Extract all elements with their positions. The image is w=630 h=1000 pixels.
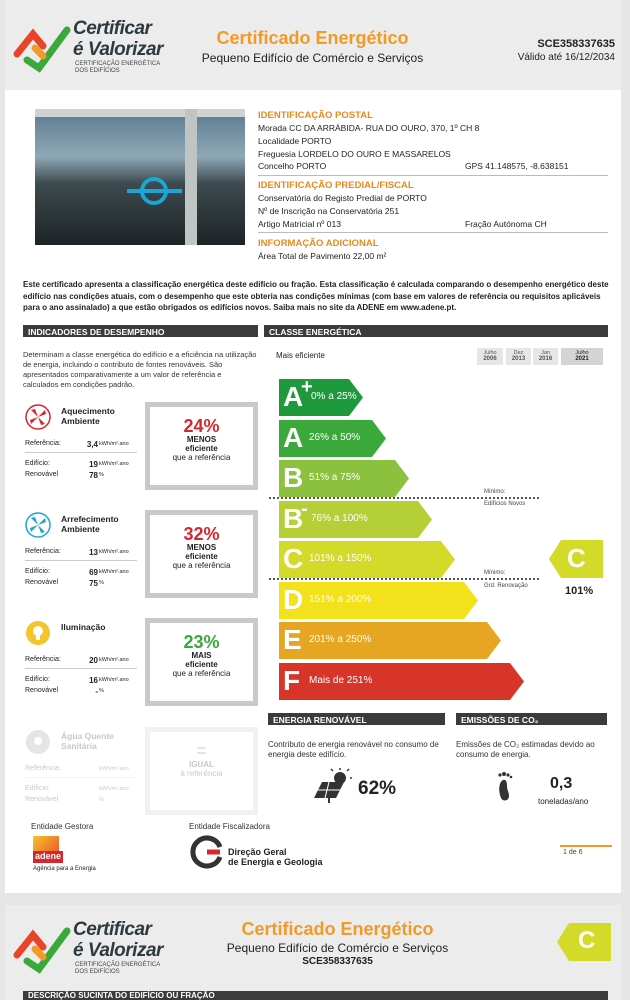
min-renov-label-1: Mínimo: <box>484 570 506 576</box>
class-arrow-1 <box>279 376 367 416</box>
indicator-percent: 23% <box>183 632 220 652</box>
adene-logo-text: adene <box>35 851 62 861</box>
indicator-edif-row: Edifício: 16 kWh/m².ano <box>25 676 129 685</box>
emissoes-text: Emissões de CO₂ estimadas devido ao consumo de energia. <box>456 740 595 759</box>
logo-sub-2: DOS EDIFÍCIOS <box>75 68 120 74</box>
dgeg-line-1: Direção Geral <box>228 847 287 857</box>
postal-concelho: Concelho PORTO <box>258 161 327 171</box>
class-modifier: - <box>301 497 308 520</box>
certificate-validity: Válido até 16/12/2034 <box>517 52 615 63</box>
class-arrow-2 <box>279 420 390 457</box>
indicator-direction: MENOS <box>186 543 217 552</box>
indicator-hot-water-result <box>145 727 258 815</box>
renovavel-value: 62% <box>358 778 397 799</box>
classe-heading: CLASSE ENERGÉTICA <box>264 325 608 337</box>
indicator-lighting <box>23 616 138 700</box>
indicator-eficiente: eficiente <box>185 444 218 453</box>
class-letter: B <box>283 462 304 493</box>
indicator-edif-row: Edifício: kWh/m².ano <box>25 785 129 792</box>
class-arrow-4 <box>279 497 436 538</box>
class-letter: A <box>283 381 304 412</box>
indicator-eficiente: eficiente <box>185 552 218 561</box>
indicator-reference-text: que a referência <box>172 669 231 678</box>
class-arrow-8 <box>279 663 528 700</box>
indicator-renov-row: Renovável 75 % <box>25 579 104 588</box>
timeline-item: Julho 2006 <box>477 348 503 365</box>
class-arrow-5 <box>279 541 459 578</box>
result-class-letter: C <box>567 543 586 573</box>
class-arrow-7 <box>279 622 505 659</box>
solar-panel-icon <box>310 768 356 804</box>
lightbulb-icon <box>25 620 51 646</box>
predial-conservatoria: Conservatória do Registo Predial de PORTO <box>258 193 427 203</box>
page-2-header <box>5 905 621 1000</box>
page-number-line <box>560 845 612 847</box>
indicator-cooling <box>23 508 138 592</box>
intro-text: Este certificado apresenta a classificação energética deste edifício ou fração. Esta classificação é calculada comparando o desempenho energético deste edifício nas condições atuais, com o desempenho que este obteria nas condições mínimas (com base em valores de referência ou requisitos aplicáveis para o ano assinalado) a que estão obrigados os edifícios novos. Saiba mais no site da ADENE em www.adene.pt. <box>23 280 609 312</box>
page-header <box>5 0 621 90</box>
adene-sub: Agência para a Energia <box>33 866 96 872</box>
class-letter: F <box>283 664 301 696</box>
dgeg-logo-icon <box>190 835 224 869</box>
indicator-ref-row: Referência: 20 kWh/m².ano <box>25 656 129 665</box>
class-range: 151% a 200% <box>309 593 372 605</box>
indicadores-heading: INDICADORES DE DESEMPENHO <box>23 325 258 337</box>
emissoes-heading: EMISSÕES DE CO₂ <box>456 713 607 725</box>
cooling-fan-icon <box>25 512 51 538</box>
class-arrow-6 <box>279 582 482 619</box>
adicional-area: Área Total de Pavimento 22,00 m² <box>258 251 387 261</box>
class-range: 0% a 25% <box>311 391 357 402</box>
heating-fan-icon <box>25 404 51 430</box>
page-2-title: Certificado Energético <box>241 919 434 939</box>
indicator-renov-row: Renovável 78 % <box>25 471 104 480</box>
page-2-code: SCE358337635 <box>302 956 373 967</box>
certificar-logo <box>13 915 203 985</box>
certificate-page-1 <box>5 0 621 893</box>
certificate-title: Certificado Energético <box>216 28 409 48</box>
indicator-ref-row: Referência: 13 kWh/m².ano <box>25 548 129 557</box>
class-range: 26% a 50% <box>309 431 361 443</box>
check-logo-icon <box>13 917 73 977</box>
indicator-hot-water <box>23 725 138 809</box>
indicator-name: Iluminação <box>61 622 106 632</box>
indicator-renov-row: Renovável % <box>25 796 104 803</box>
indicadores-text: Determinam a classe energética do edifício e a eficiência na utilização de energia, incluindo o contributo de fontes renováveis. São apresentados comparativamente a um valor de referência e calculados em condições padrão. <box>23 350 257 389</box>
logo-line-2: é Valorizar <box>73 940 163 961</box>
indicator-ref-row: Referência: kWh/m².ano <box>25 765 129 772</box>
postal-heading: IDENTIFICAÇÃO POSTAL <box>258 110 373 121</box>
indicator-reference-text: que a referência <box>172 561 231 570</box>
building-photo <box>35 109 245 245</box>
class-range: 76% a 100% <box>311 512 368 524</box>
indicator-name: Arrefecimento Ambiente <box>61 514 119 534</box>
class-arrow-3 <box>279 460 413 497</box>
timeline-item: Dez 2013 <box>506 348 531 365</box>
class-range: 201% a 250% <box>309 634 372 645</box>
page-2-class-letter: C <box>578 927 596 954</box>
min-novos-label-2: Edifícios Novos <box>484 501 526 507</box>
adicional-heading: INFORMAÇÃO ADICIONAL <box>258 238 379 249</box>
indicator-reference-text: que a referência <box>172 453 231 462</box>
divider <box>258 175 608 176</box>
postal-morada: Morada CC DA ARRÁBIDA- RUA DO OURO, 370, 1º CH 8 <box>258 123 480 133</box>
logo-sub-1: CERTIFICAÇÃO ENERGÉTICA <box>75 962 161 968</box>
logo-sub-2: DOS EDIFÍCIOS <box>75 969 120 975</box>
indicator-lighting-result <box>145 618 258 706</box>
indicator-direction: IGUAL <box>189 760 214 769</box>
indicator-heating-result <box>145 402 258 490</box>
class-range: Mais de 251% <box>309 674 373 686</box>
water-drops-icon <box>25 729 51 755</box>
predial-heading: IDENTIFICAÇÃO PREDIAL/FISCAL <box>258 180 414 191</box>
divider <box>258 232 608 233</box>
emissoes-unit: toneladas/ano <box>538 797 589 806</box>
class-letter: A <box>283 421 304 453</box>
logo-line-1: Certificar <box>73 18 152 39</box>
emissoes-value: 0,3 <box>550 775 573 792</box>
indicator-heating <box>23 400 138 484</box>
timeline-item: Jan 2016 <box>533 348 558 365</box>
certificate-code: SCE358337635 <box>537 38 615 50</box>
check-logo-icon <box>13 16 73 76</box>
page-number: 1 de 6 <box>563 849 583 856</box>
logo-line-2: é Valorizar <box>73 39 163 60</box>
min-renov-label-2: Grd. Renovação <box>484 583 528 589</box>
certificate-page-2 <box>5 905 621 1000</box>
indicator-name: Água Quente Sanitária <box>61 731 114 751</box>
min-renov-line <box>269 578 539 580</box>
indicator-name: Aquecimento Ambiente <box>61 406 115 426</box>
class-letter: B <box>283 502 304 534</box>
indicator-cooling-result <box>145 510 258 598</box>
class-letter: C <box>283 543 304 574</box>
indicator-direction: MENOS <box>186 435 217 444</box>
certificar-logo <box>13 14 203 84</box>
logo-sub-1: CERTIFICAÇÃO ENERGÉTICA <box>75 61 161 67</box>
postal-localidade: Localidade PORTO <box>258 136 332 146</box>
predial-artigo: Artigo Matricial nº 013 <box>258 219 341 229</box>
logo-line-1: Certificar <box>73 919 152 940</box>
mais-eficiente-label: Mais eficiente <box>276 351 325 360</box>
indicator-eficiente: eficiente <box>185 660 218 669</box>
renovavel-heading: ENERGIA RENOVÁVEL <box>268 713 445 725</box>
indicator-percent: 24% <box>183 416 220 436</box>
postal-gps: GPS 41.148575, -8.638151 <box>465 161 569 171</box>
indicator-percent: 32% <box>183 524 220 544</box>
entidade-gestora-label: Entidade Gestora <box>31 822 94 831</box>
indicator-edif-row: Edifício: 69 kWh/m².ano <box>25 568 129 577</box>
indicator-edif-row: Edifício: 19 kWh/m².ano <box>25 460 129 469</box>
predial-fracao: Fração Autónoma CH <box>465 219 547 229</box>
indicator-reference-text: à referência <box>180 769 223 778</box>
page-2-band: DESCRIÇÃO SUCINTA DO EDIFÍCIO OU FRAÇÃO <box>23 991 608 1000</box>
renovavel-text: Contributo de energia renovável no consumo de energia deste edifício. <box>268 740 439 759</box>
page-2-subtitle: Pequeno Edifício de Comércio e Serviços <box>226 941 449 955</box>
postal-freguesia: Freguesia LORDELO DO OURO E MASSARELOS <box>258 149 451 159</box>
result-class-percent: 101% <box>565 585 594 597</box>
dgeg-line-2: de Energia e Geologia <box>228 857 323 867</box>
class-modifier: + <box>301 376 313 398</box>
class-range: 51% a 75% <box>309 472 361 483</box>
min-novos-label-1: Mínimo: <box>484 489 506 495</box>
predial-inscricao: Nº de Inscrição na Conservatória 251 <box>258 206 400 216</box>
indicator-ref-row: Referência: 3,4 kWh/m².ano <box>25 440 129 449</box>
entidade-fiscalizadora-label: Entidade Fiscalizadora <box>189 822 270 831</box>
class-letter: E <box>283 624 302 655</box>
indicator-renov-row: Renovável - % <box>25 687 104 696</box>
min-novos-line <box>269 497 539 499</box>
indicator-percent: = <box>196 741 207 761</box>
indicator-direction: MAIS <box>191 651 212 660</box>
footprint-icon <box>495 770 519 802</box>
class-letter: D <box>283 583 304 615</box>
timeline-item: Julho 2021 <box>561 348 603 365</box>
certificate-subtitle: Pequeno Edifício de Comércio e Serviços <box>201 51 424 65</box>
class-range: 101% a 150% <box>309 553 372 564</box>
